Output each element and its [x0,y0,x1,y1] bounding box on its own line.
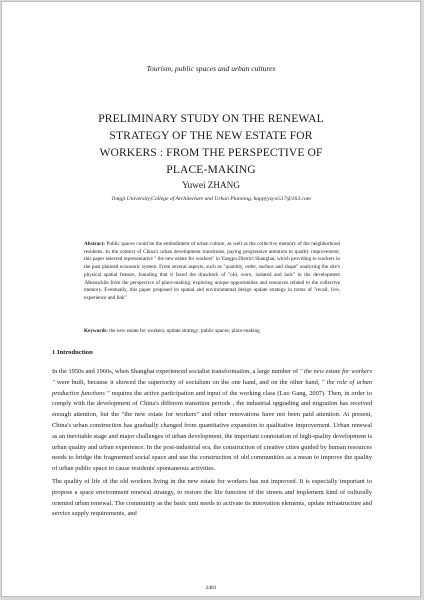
abstract [84,241,340,303]
paragraph-emphasis: " the new estate for workers " [52,368,372,386]
page-number: 3481 [205,585,217,591]
title-line: PLACE-MAKING [166,163,256,176]
paragraph-text: In the 1950s and 1960s, when Shanghai experienced socialist transformation, a large number of [52,368,300,375]
paragraph-text: were built, because it showed the superiority of socialism on the one hand, and on the other hand, [54,378,322,386]
paragraph [52,367,372,475]
keywords [84,328,340,335]
keywords-text: : the new estate for workers; update strategy; public spaces; place-making [106,328,260,334]
abstract-label: Abstract: [84,241,106,247]
running-head: Tourism, public spaces and urban cultures [146,64,276,73]
paper-page [1,1,421,597]
paragraph: The quality of life of the old workers living in the new estate for workers has not improved. It is especially important to propose a space environment renewal strategy, to restore the life function of the streets and implement kind of culturally oriented urban renewal. The community as the basic unit needs to activate its innovation elements, update infrastructure and service supply requirements, and [52,477,372,518]
body-text [52,367,372,522]
title-line: STRATEGY OF THE NEW ESTATE FOR [109,129,313,142]
author-affiliation: Tongji University,College of Architecture and Urban Planning, happyyzyw517@163.com [111,196,311,202]
title-line: WORKERS : FROM THE PERSPECTIVE OF [99,146,323,159]
keywords-label: Keywords [84,328,107,334]
abstract-text: Public spaces could be the embodiment of urban culture, as well as the collective memory of the neighborhood residents. In the context of China's urban development transitions, paying progressive attention to quality improvement, this paper selected representative " the new estate for workers" in Yangpu District Shanghai, which providing to workers in the past planned economic system. From several aspects, such as "quantity, order, surface and shape" analyzing the site's physical spatial feature, founding that it faced the drawback of "old, worn, isolated and lack" in the development .Meanwhile from the perspective of place-making, exploring unique opportunities and resources related to the collective memory. Eventually, this paper proposed its spatial and environmental design update strategy in terms of "recall, live, experience and link" [84,241,341,301]
paragraph-text: requires the active participation and input of the working class (Luo Gang, 2007). Then, in order to comply with the development of China's different transition periods , the industrial upgrading and migration has received enough attention, but the "the new estate for workers" and other renovations have not been paid attention. At present, China's urban construction has gradually changed from quantitative expansion to qualitative improvement. Urban renewal as an inevitable stage and major challenges of urban development, the important connotation of high-quality development is urban quality and urban experience. In the post-industrial era, the construction of creative cities guided by human resources needs to bridge the fragmented social space and use the construction of old communities as a mean to improve the quality of urban public space to cause residents' spontaneous activities. [52,389,372,473]
paper-title [62,110,360,178]
paragraph-emphasis: " the role of urban productive functions " [52,378,372,397]
author-name: Yuwei ZHANG [182,180,240,190]
title-line: PRELIMINARY STUDY ON THE RENEWAL [98,112,324,125]
section-heading: 1 Introduction [52,349,93,356]
